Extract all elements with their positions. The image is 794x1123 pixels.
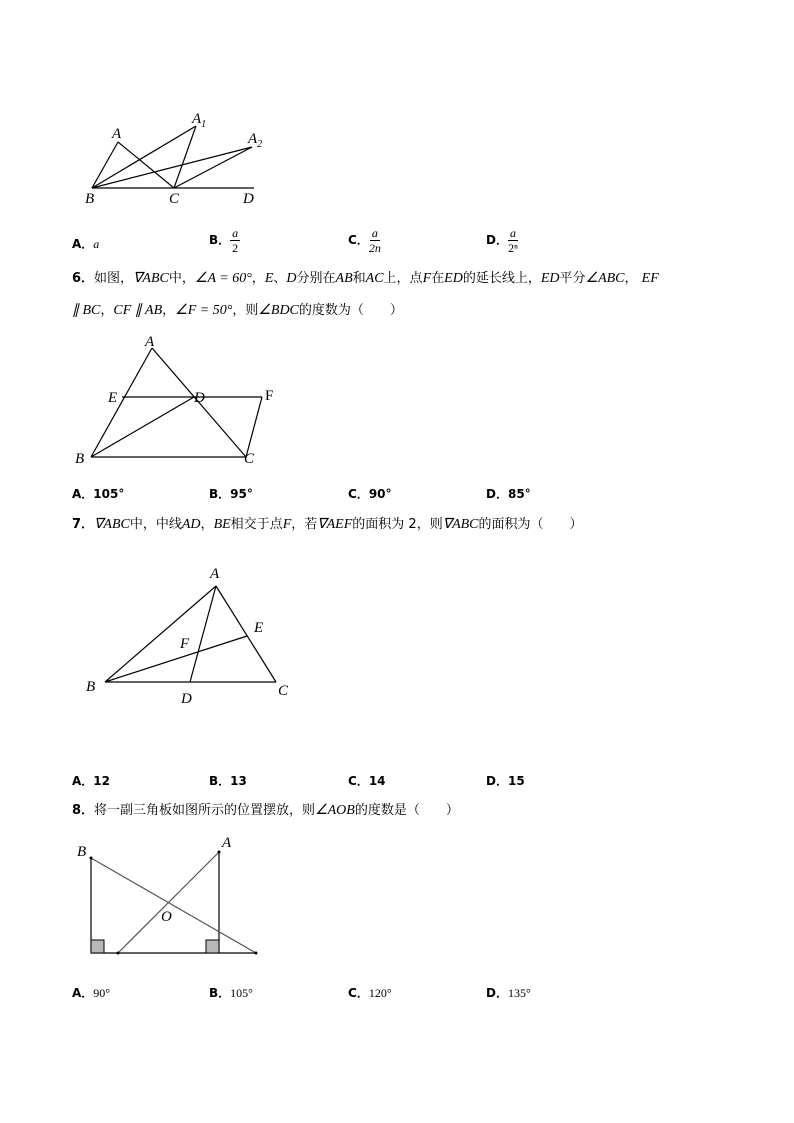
q5-line-ba2 [92,147,252,188]
q7-figure [0,555,794,710]
q8-right-angle-mark-left [91,940,104,953]
q6-label-d: D [194,390,205,406]
q8-point-a [218,851,221,854]
q7-stem: 7．∇ABC中，中线AD，BE相交于点F，若∇AEF的面积为 2，则∇ABC的面积为（ ） [72,517,583,532]
q6-option-b[interactable]: B．95° [209,487,253,501]
q7-option-c[interactable]: C．14 [348,774,386,788]
q6-option-a[interactable]: A．105° [72,487,125,501]
q7-line-be [105,636,247,682]
q7-option-d[interactable]: D．15 [486,774,525,788]
q8-option-d[interactable]: D．135° [486,986,531,1000]
q7-line-ac [216,586,276,682]
q8-figure [0,835,794,965]
q7-label-c: C [278,683,289,699]
q7-line-ab [105,586,216,682]
q8-option-b[interactable]: B．105° [209,986,253,1000]
q5-option-c-fraction: $\frac{a}{2n}$ [368,226,381,255]
q6-label-c: C [244,451,255,467]
q6-line-bd [91,397,194,457]
q5-option-a[interactable]: A．a [72,237,100,251]
q5-line-ba [92,142,118,188]
q7-label-e: E [254,620,264,636]
q6-label-f: F [265,388,274,404]
q6-stem: 6．如图，∇ABC中，∠A = 60°，E、D分别在AB和AC上，点F在ED的延长线上，ED平分∠ABC， EF [72,271,659,286]
q8-point-base-right [255,952,258,955]
q6-label-a: A [145,334,155,350]
q6-option-c[interactable]: C．90° [348,487,392,501]
q8-option-a[interactable]: A．90° [72,986,111,1000]
q6-stem-line2: ∥ BC，CF ∥ AB，∠F = 50°，则∠BDC的度数为（ ） [72,303,403,318]
q5-label-c: C [169,191,180,207]
q7-option-b[interactable]: B．13 [209,774,247,788]
q7-line-ad [190,586,216,682]
q7-label-f: F [180,636,190,652]
q5-label-d: D [243,191,254,207]
q7-label-a: A [210,566,220,582]
q8-right-angle-mark-right [206,940,219,953]
q6-label-b: B [75,451,85,467]
q8-point-b [90,857,93,860]
q5-label-b: B [85,191,95,207]
q8-label-o: O [161,909,172,925]
q5-label-a2: $A_2$ [248,131,263,150]
q7-label-d: D [181,691,192,707]
q8-option-c[interactable]: C．120° [348,986,392,1000]
q8-label-a: A [222,835,232,851]
q8-line-a-hypotenuse [118,852,219,953]
q5-option-c[interactable]: C． $\frac{a}{2n}$ [348,226,381,255]
q5-label-a: A [112,126,122,142]
q5-line-a2c [174,147,252,188]
q5-option-d[interactable]: D． $\frac{a}{\text{2ⁿ}}$ [486,226,518,255]
q5-option-b-fraction: $\frac{a}{2}$ [232,226,239,255]
q5-figure [0,0,794,215]
q5-line-ac [118,142,174,188]
q5-label-a1: $A_1$ [192,111,207,130]
q8-line-b-hypotenuse [91,858,256,953]
q6-label-e: E [108,390,118,406]
q5-option-d-fraction: $\frac{a}{\text{2ⁿ}}$ [508,226,518,255]
q5-line-ba1 [92,126,196,188]
q6-option-d[interactable]: D．85° [486,487,531,501]
q8-label-b: B [77,844,87,860]
q7-option-a[interactable]: A．12 [72,774,110,788]
q5-option-b[interactable]: B． $\frac{a}{2}$ [209,226,239,255]
q6-line-cf [246,397,262,457]
q7-label-b: B [86,679,96,695]
q5-option-a-value: a [93,237,100,251]
q8-point-base-left [117,952,120,955]
q6-figure [0,330,794,470]
q8-stem: 8．将一副三角板如图所示的位置摆放，则∠AOB的度数是（ ） [72,803,459,818]
q6-line-ab [91,348,152,457]
